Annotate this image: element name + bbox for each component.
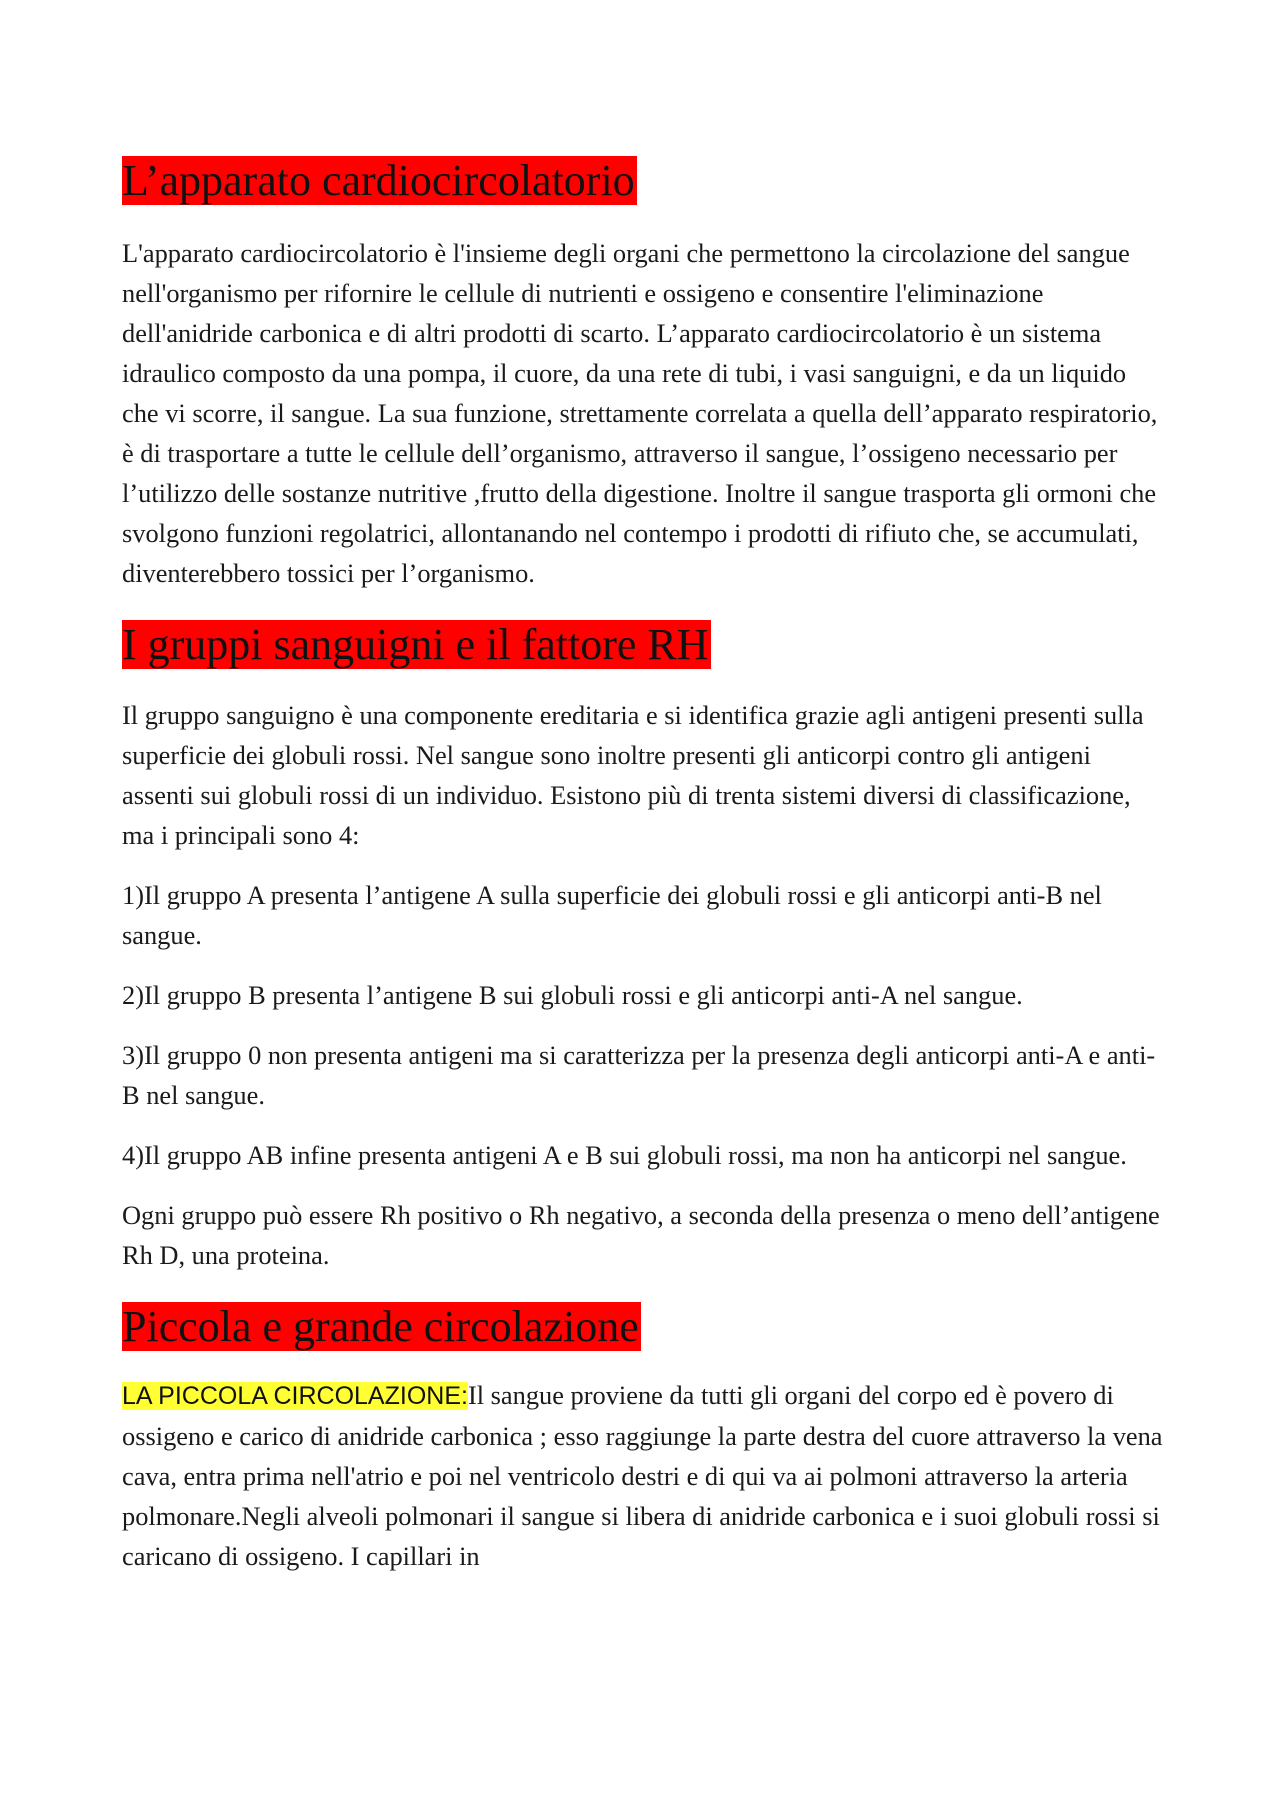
highlighted-label: LA PICCOLA CIRCOLAZIONE: <box>122 1381 468 1410</box>
document-page <box>122 155 1167 1576</box>
heading-text: I gruppi sanguigni e il fattore RH <box>122 619 709 669</box>
paragraph-text: Il sangue proviene da tutti gli organi del corpo ed è povero di ossigeno e carico di anidride carbonica ; esso raggiunge la parte destra del cuore attraverso la vena cava, entra prima nell'atrio e poi nel ventricolo destri e di qui va ai polmoni attraverso la arteria polmonare.Negli alveoli polmonari il sangue si libera di anidride carbonica e i suoi globuli rossi si caricano di ossigeno. I capillari in <box>122 1379 1163 1571</box>
paragraph-gruppo-b: 2)Il gruppo B presenta l’antigene B sui globuli rossi e gli anticorpi anti-A nel sangue. <box>122 979 1023 1010</box>
paragraph-gruppo-intro: Il gruppo sanguigno è una componente ereditaria e si identifica grazie agli antigeni presenti sulla superficie dei globuli rossi. Nel sangue sono inoltre presenti gli anticorpi contro gli antigeni assenti sui globuli rossi di un individuo. Esistono più di trenta sistemi diversi di classificazione, ma i principali sono 4: <box>122 699 1144 850</box>
paragraph-rh: Ogni gruppo può essere Rh positivo o Rh negativo, a seconda della presenza o meno dell’antigene Rh D, una proteina. <box>122 1199 1160 1270</box>
heading-text: Piccola e grande circolazione <box>122 1301 639 1351</box>
paragraph-piccola-circolazione <box>122 1375 1167 1576</box>
paragraph-intro: L'apparato cardiocircolatorio è l'insieme degli organi che permettono la circolazione del sangue nell'organismo per rifornire le cellule di nutrienti e ossigeno e consentire l'eliminazione dell'anidride carbonica e di altri prodotti di scarto. L’apparato cardiocircolatorio è un sistema idraulico composto da una pompa, il cuore, da una rete di tubi, i vasi sanguigni, e da un liquido che vi scorre, il sangue. La sua funzione, strettamente correlata a quella dell’apparato respiratorio, è di trasportare a tutte le cellule dell’organismo, attraverso il sangue, l’ossigeno necessario per l’utilizzo delle sostanze nutritive ,frutto della digestione. Inoltre il sangue trasporta gli ormoni che svolgono funzioni regolatrici, allontanando nel contempo i prodotti di rifiuto che, se accumulati, diventerebbero tossici per l’organismo. <box>122 237 1158 588</box>
section-heading-apparato <box>122 155 1167 207</box>
section-heading-circolazione <box>122 1301 1167 1353</box>
paragraph-gruppo-ab: 4)Il gruppo AB infine presenta antigeni A e B sui globuli rossi, ma non ha anticorpi nel sangue. <box>122 1139 1127 1170</box>
heading-text: L’apparato cardiocircolatorio <box>122 156 635 205</box>
paragraph-gruppo-0: 3)Il gruppo 0 non presenta antigeni ma si caratterizza per la presenza degli anticorpi anti-A e anti-B nel sangue. <box>122 1039 1156 1110</box>
paragraph-gruppo-a: 1)Il gruppo A presenta l’antigene A sulla superficie dei globuli rossi e gli anticorpi anti-B nel sangue. <box>122 879 1102 950</box>
section-heading-gruppi-sanguigni <box>122 619 1167 671</box>
